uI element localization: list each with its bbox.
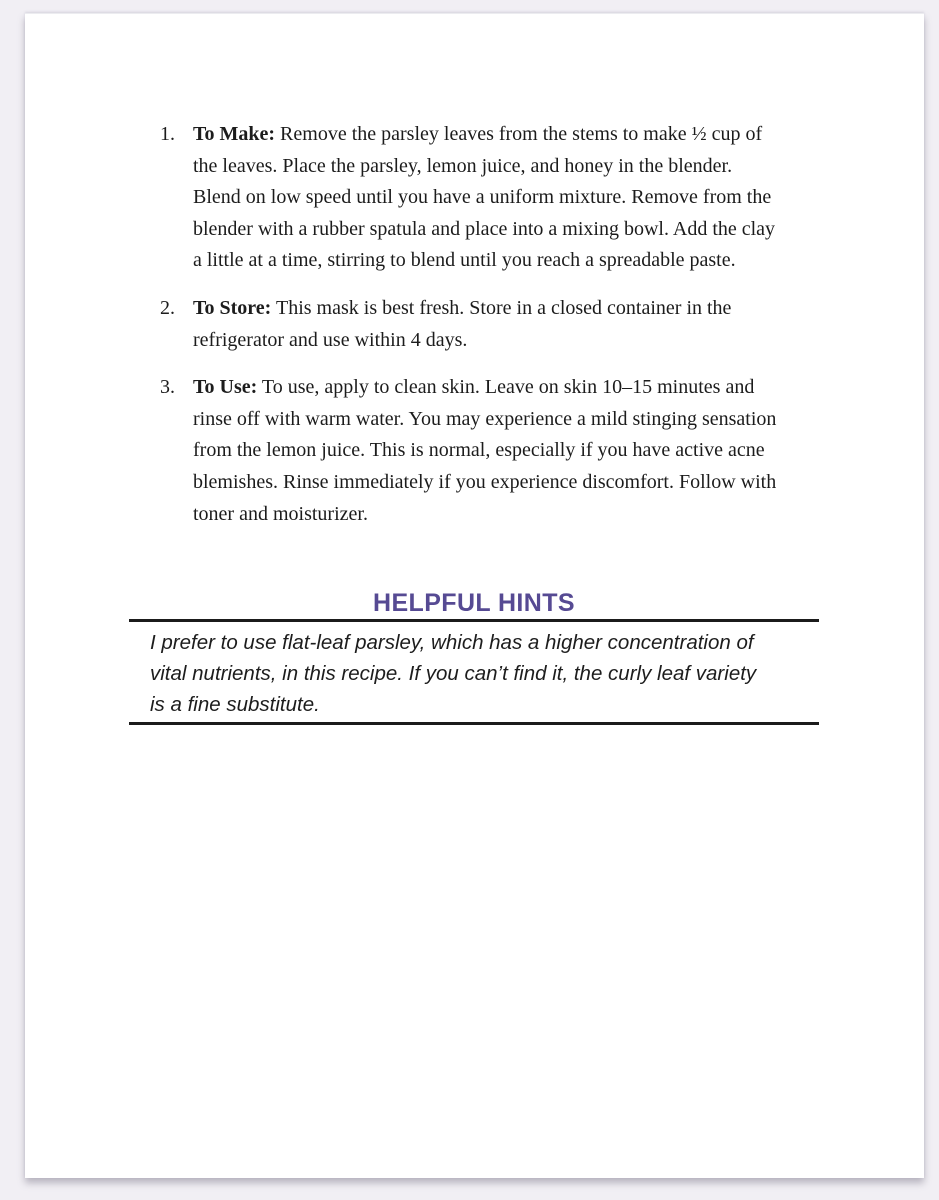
text-line: vital nutrients, in this recipe. If you can’t find it, the curly leaf variety: [150, 662, 757, 686]
text-line: Blend on low speed until you have a uniform mixture. Remove from the: [193, 186, 772, 209]
text-line: from the lemon juice. This is normal, especially if you have active acne: [193, 439, 765, 462]
text-line: Remove the parsley leaves from the stems to make ½ cup of: [280, 123, 763, 145]
text-line: the leaves. Place the parsley, lemon juice, and honey in the blender.: [193, 154, 733, 177]
text-line: toner and moisturizer.: [193, 502, 368, 525]
instructions-list: [160, 119, 840, 546]
step-label: To Use:: [193, 376, 258, 399]
text-line: rinse off with warm water. You may experience a mild stinging sensation: [193, 407, 777, 430]
list-item: [160, 372, 840, 530]
text-line: To use, apply to clean skin. Leave on skin 10–15 minutes and: [261, 376, 755, 399]
text-line: a little at a time, stirring to blend until you reach a spreadable paste.: [193, 249, 736, 272]
step-label: To Store:: [193, 296, 272, 319]
text-line: This mask is best fresh. Store in a closed container in the: [275, 296, 732, 319]
text-line: refrigerator and use within 4 days.: [193, 328, 468, 351]
divider-bottom: [129, 722, 819, 725]
helpful-hints-body: [150, 627, 843, 721]
text-line: I prefer to use flat-leaf parsley, which has a higher concentration of: [150, 631, 754, 654]
step-label: To Make:: [193, 123, 276, 145]
list-item: [160, 293, 840, 356]
step-text: [193, 372, 840, 530]
book-page: [25, 13, 924, 1178]
list-number: 2.: [160, 296, 175, 319]
list-number: 1.: [160, 123, 175, 145]
text-line: blemishes. Rinse immediately if you experience discomfort. Follow with: [193, 470, 777, 493]
helpful-hints-title: HELPFUL HINTS: [373, 589, 575, 617]
list-number: 3.: [160, 376, 175, 399]
step-text: [193, 293, 840, 356]
text-line: is a fine substitute.: [150, 693, 320, 717]
list-item: [160, 119, 840, 277]
step-text: [193, 119, 840, 277]
divider-top: [129, 619, 819, 622]
text-line: blender with a rubber spatula and place into a mixing bowl. Add the clay: [193, 217, 776, 240]
